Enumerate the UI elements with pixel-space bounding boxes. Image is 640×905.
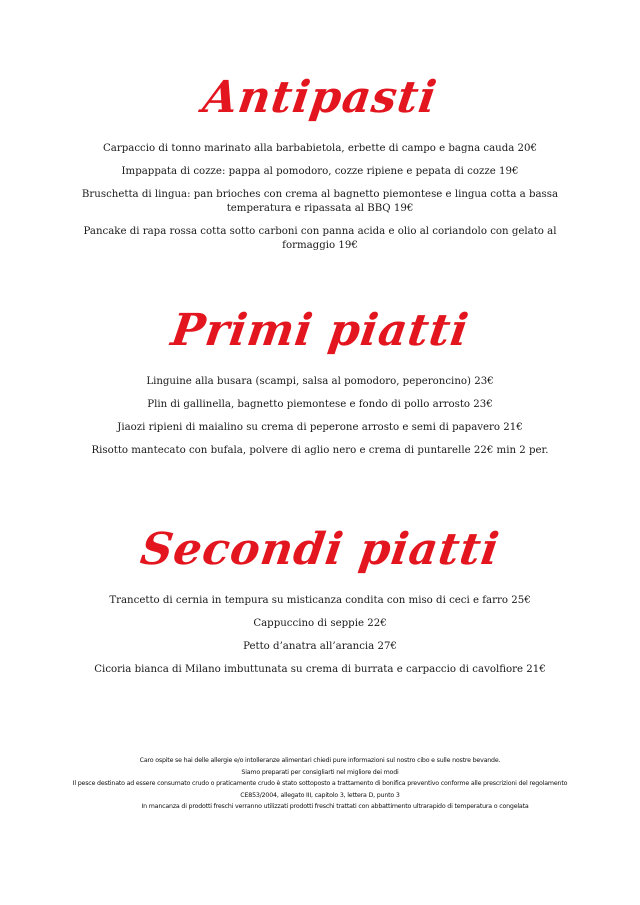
notice-line: Siamo preparati per consigliarti nel migliore dei modi <box>241 768 399 776</box>
menu-item: Pancake di rapa rossa cotta sotto carboni con panna acida e olio al coriandolo con gelato al formaggio 19€ <box>83 226 557 251</box>
item-list <box>0 142 640 253</box>
menu-item: Plin di gallinella, bagnetto piemontese e fondo di pollo arrosto 23€ <box>147 399 493 410</box>
menu-item: Jiaozi ripieni di maialino su crema di peperone arrosto e semi di papavero 21€ <box>117 422 523 433</box>
menu-item: Cicoria bianca di Milano imbuttunata su crema di burrata e carpaccio di cavolfiore 21€ <box>94 664 546 675</box>
item-list <box>0 594 640 677</box>
menu-item: Trancetto di cernia in tempura su misticanza condita con miso di ceci e farro 25€ <box>109 595 531 606</box>
menu-item: Bruschetta di lingua: pan brioches con crema al bagnetto piemontese e lingua cotta a bassa temperatura e ripassata al BBQ 19€ <box>81 189 559 214</box>
menu-item: Linguine alla busara (scampi, salsa al pomodoro, peperoncino) 23€ <box>146 376 494 387</box>
section-antipasti <box>0 72 640 262</box>
allergy-notice <box>60 755 580 813</box>
notice-line: CE853/2004, allegato III, capitolo 3, lettera D, punto 3 <box>240 791 400 799</box>
section-primi-piatti <box>0 305 640 467</box>
menu-item: Cappuccino di seppie 22€ <box>253 618 387 629</box>
menu-item: Impappata di cozze: pappa al pomodoro, cozze ripiene e pepata di cozze 19€ <box>121 166 519 177</box>
section-title: Secondi piatti <box>137 524 503 575</box>
section-title: Primi piatti <box>168 305 473 356</box>
section-title: Antipasti <box>199 72 441 123</box>
notice-line: Caro ospite se hai delle allergie e/o intolleranze alimentari chiedi pure informazioni sul nostro cibo e sulle nostre bevande. <box>139 757 501 764</box>
menu-item: Petto d’anatra all’arancia 27€ <box>243 641 397 652</box>
menu-item: Risotto mantecato con bufala, polvere di aglio nero e crema di puntarelle 22€ min 2 per. <box>91 445 549 456</box>
notice-line: In mancanza di prodotti freschi verranno utilizzati prodotti freschi trattati con abbattimento ultrarapido di temperatura o congelata <box>141 803 529 810</box>
notice-line: Il pesce destinato ad essere consumato crudo o praticamente crudo è stato sottoposto a trattamento di bonifica preventivo conforme alle prescrizioni del regolamento <box>72 780 568 787</box>
item-list <box>0 375 640 458</box>
menu-item: Carpaccio di tonno marinato alla barbabietola, erbette di campo e bagna cauda 20€ <box>102 143 537 154</box>
section-secondi-piatti <box>0 524 640 686</box>
